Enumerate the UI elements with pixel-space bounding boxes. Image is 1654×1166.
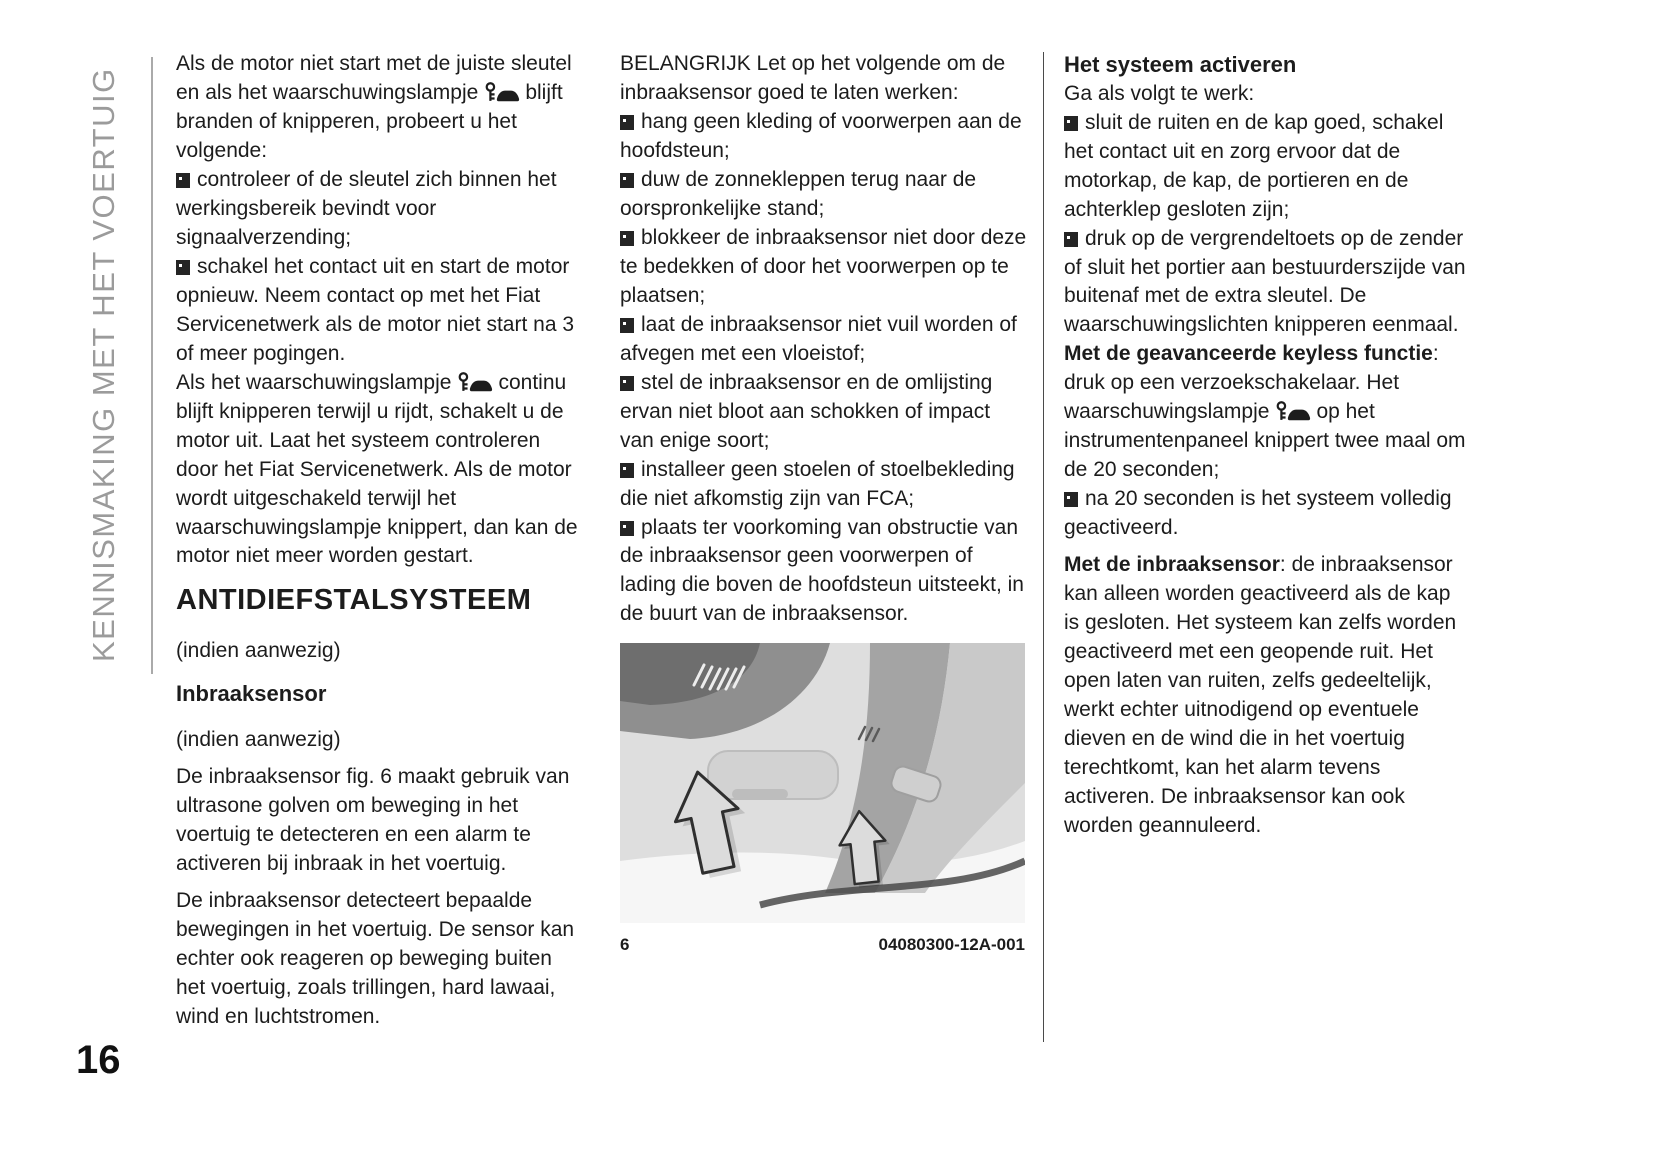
bullet-text: stel de inbraaksensor en de omlijsting ervan niet bloot aan schokken of impact van enige soort; <box>620 370 993 452</box>
availability-note: (indien aanwezig) <box>176 727 341 751</box>
square-bullet-icon <box>1064 492 1078 507</box>
square-bullet-icon <box>620 115 634 130</box>
car-key-warning-lamp-icon <box>456 370 493 395</box>
square-bullet-icon <box>620 376 634 391</box>
bullet-item <box>176 253 584 369</box>
text-run: op het instrumentenpaneel knippert twee maal om de 20 seconden; <box>1064 400 1466 482</box>
availability-note: (indien aanwezig) <box>176 639 341 663</box>
bullet-text: controleer of de sleutel zich binnen het werkingsbereik bevindt voor signaalverzending; <box>176 167 557 249</box>
bullet-item <box>176 166 584 253</box>
bullet-item <box>620 311 1028 369</box>
paragraph: Ga als volgt te werk: <box>1064 81 1255 105</box>
bullet-item <box>1064 225 1466 486</box>
bullet-text: schakel het contact uit en start de motor opnieuw. Neem contact op met het Fiat Servicenetwerk als de motor niet start na 3 of meer pogingen. <box>176 254 575 365</box>
bullet-text: laat de inbraaksensor niet vuil worden of afvegen met een vloeistof; <box>620 312 1017 365</box>
text-run: blijft branden of knipperen, probeert u het volgende: <box>176 80 563 162</box>
bullet-text: blokkeer de inbraaksensor niet door deze te bedekken of door het voorwerpen op te plaatsen; <box>620 225 1027 307</box>
bullet-item <box>1064 109 1466 225</box>
square-bullet-icon <box>1064 116 1078 131</box>
square-bullet-icon <box>620 463 634 478</box>
car-key-warning-lamp-icon <box>483 80 520 105</box>
bullet-item <box>620 108 1028 166</box>
column-divider <box>1043 52 1044 1042</box>
paragraph <box>1064 551 1466 841</box>
sidebar-divider <box>151 57 153 674</box>
bullet-text: na 20 seconden is het systeem volledig geactiveerd. <box>1064 487 1452 540</box>
column-1 <box>176 50 584 1032</box>
figure-6 <box>620 643 1025 956</box>
paragraph <box>176 369 584 572</box>
bold-run: Met de inbraaksensor <box>1064 553 1280 577</box>
square-bullet-icon <box>620 318 634 333</box>
important-note: BELANGRIJK Let op het volgende om de inbraaksensor goed te laten werken: <box>620 52 1006 104</box>
text-run: : de inbraaksensor kan alleen worden geactiveerd als de kap is gesloten. Het systeem kan zelfs worden geactiveerd met een geopende ruit. Het open laten van ruiten, zelfs gedeeltelijk, werkt echter uitnodigend op eventuele dieven en de wind die in het voertuig terechtkomt, kan het alarm tevens activeren. De inbraaksensor kan ook worden geannuleerd. <box>1064 553 1457 837</box>
bullet-text: duw de zonnekleppen terug naar de oorspronkelijke stand; <box>620 167 977 220</box>
bullet-item <box>620 514 1028 630</box>
figure-6-image <box>620 643 1025 923</box>
square-bullet-icon <box>620 521 634 536</box>
square-bullet-icon <box>1064 232 1078 247</box>
bullet-item <box>620 456 1028 514</box>
text-run: : druk op een verzoekschakelaar. Het waarschuwingslampje <box>1064 342 1439 424</box>
column-3 <box>1064 50 1466 841</box>
bold-run: Met de geavanceerde keyless functie <box>1064 342 1433 366</box>
figure-number: 6 <box>620 935 630 955</box>
subsection-heading: Het systeem activeren <box>1064 52 1297 77</box>
bullet-item <box>620 224 1028 311</box>
bullet-text: installeer geen stoelen of stoelbekleding die niet afkomstig zijn van FCA; <box>620 457 1015 510</box>
square-bullet-icon <box>620 231 634 246</box>
bullet-text: hang geen kleding of voorwerpen aan de hoofdsteun; <box>620 109 1022 162</box>
square-bullet-icon <box>176 260 190 275</box>
chapter-sidebar-title: KENNISMAKING MET HET VOERTUIG <box>86 67 121 663</box>
section-heading: ANTIDIEFSTALSYSTEEM <box>176 584 532 617</box>
bullet-text: sluit de ruiten en de kap goed, schakel het contact uit en zorg ervoor dat de motorkap, de kap, de portieren en de achterklep gesloten zijn; <box>1064 110 1444 221</box>
car-key-warning-lamp-icon <box>1274 399 1311 424</box>
paragraph <box>176 50 584 166</box>
column-2 <box>620 50 1028 957</box>
paragraph: De inbraaksensor fig. 6 maakt gebruik van ultrasone golven om beweging in het voertuig te detecteren en een alarm te activeren bij inbraak in het voertuig. <box>176 764 570 875</box>
bullet-item <box>620 166 1028 224</box>
bullet-item <box>1064 485 1466 543</box>
text-run: Als het waarschuwingslampje <box>176 370 452 394</box>
bullet-text: druk op de vergrendeltoets op de zender of sluit het portier aan bestuurderszijde van buitenaf met de extra sleutel. De waarschuwingslichten knipperen eenmaal. <box>1064 226 1466 337</box>
figure-code: 04080300-12A-001 <box>878 935 1025 955</box>
page-number: 16 <box>76 1038 121 1082</box>
bullet-item <box>620 369 1028 456</box>
bullet-text: plaats ter voorkoming van obstructie van de inbraaksensor geen voorwerpen of lading die boven de hoofdsteun uitsteekt, in de buurt van de inbraaksensor. <box>620 515 1024 626</box>
text-run: continu blijft knipperen terwijl u rijdt, schakelt u de motor uit. Laat het systeem controleren door het Fiat Servicenetwerk. Als de motor wordt uitgeschakeld terwijl het waarschuwingslampje knippert, dan kan de motor niet meer worden gestart. <box>176 370 578 568</box>
subsection-heading: Inbraaksensor <box>176 681 327 707</box>
square-bullet-icon <box>620 173 634 188</box>
figure-caption <box>620 933 1025 956</box>
text-run: Als de motor niet start met de juiste sleutel en als het waarschuwingslampje <box>176 52 572 104</box>
paragraph: De inbraaksensor detecteert bepaalde bewegingen in het voertuig. De sensor kan echter ook reageren op beweging buiten het voertuig, zoals trillingen, hard lawaai, wind en luchtstromen. <box>176 888 575 1028</box>
square-bullet-icon <box>176 173 190 188</box>
